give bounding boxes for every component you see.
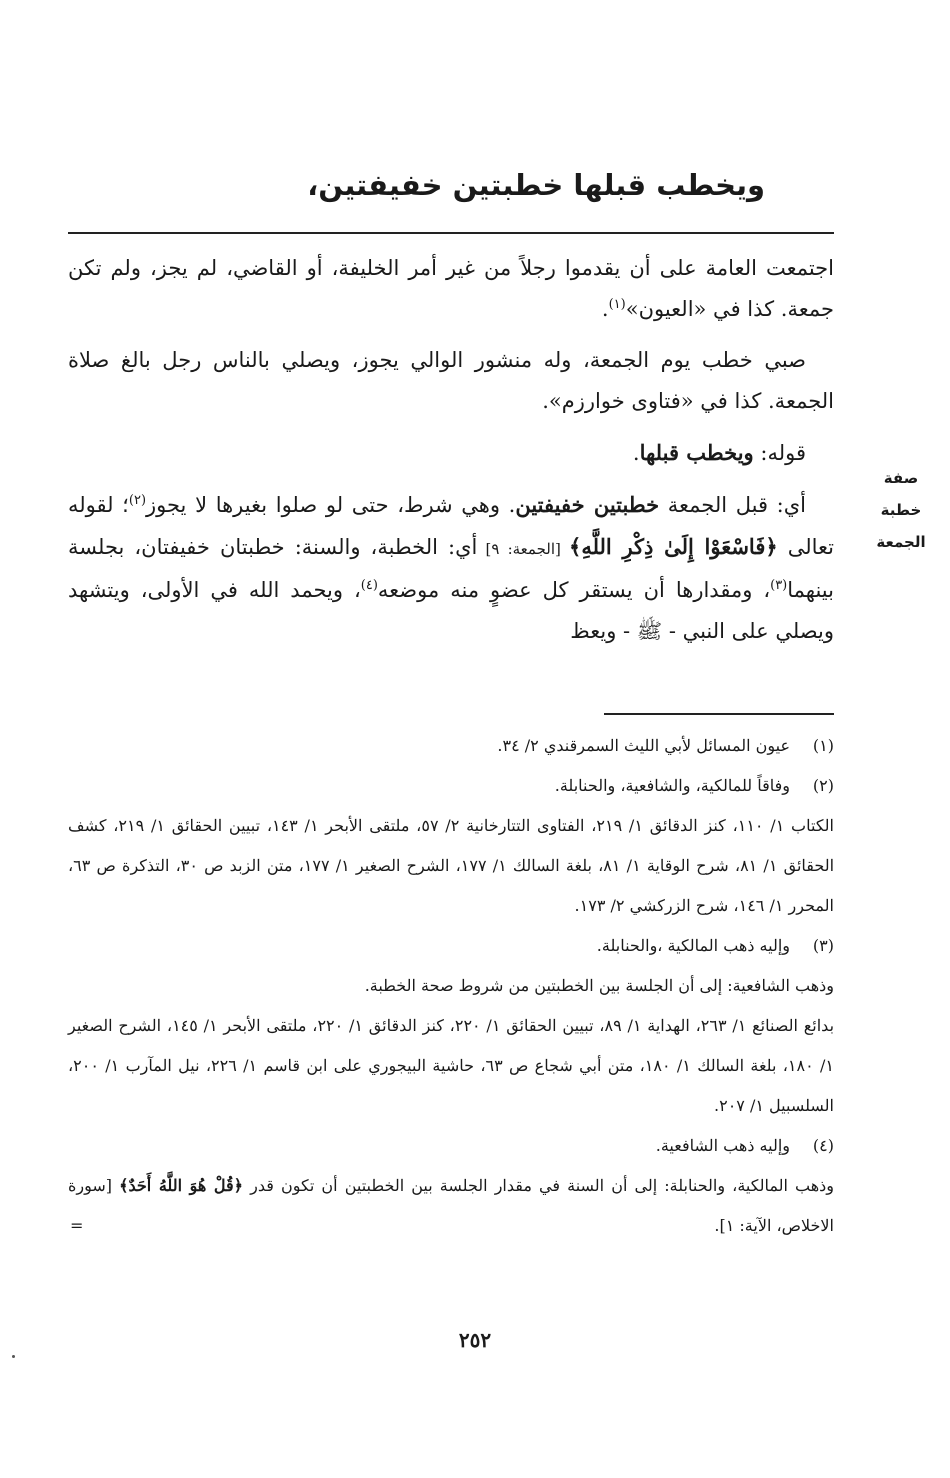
footnote-3: (٣)وإليه ذهب المالكية ،والحنابلة. (596, 936, 834, 955)
quran-verse: ﴿فَاسْعَوْا إِلَىٰ ذِكْرِ اللَّهِ﴾ (569, 534, 778, 559)
footnote-divider (604, 713, 834, 715)
footnote-ref-4[interactable]: (٤) (360, 578, 378, 593)
footnote-ref-1[interactable]: (١) (608, 297, 626, 312)
page-number: ٢٥٢ (458, 1328, 492, 1352)
paragraph-1: اجتمعت العامة على أن يقدموا رجلاً من غير أمر الخليفة، أو القاضي، لم يجز، ولم تكن جمعة. كذا في «العيون»$^{(١)}$. (68, 256, 834, 321)
section-heading: ويخطب قبلها خطبتين خفيفتين، (307, 168, 765, 202)
footnote-3-shafii: وذهب الشافعية: إلى أن الجلسة بين الخطبتين من شروط صحة الخطبة. (364, 976, 834, 995)
margin-note: صفة خطبة الجمعة (876, 469, 926, 551)
footnotes (68, 726, 834, 1246)
footnote-ref-2[interactable]: (٢) (128, 493, 147, 508)
paragraph-2: صبي خطب يوم الجمعة، وله منشور الوالي يجوز، ويصلي بالناس رجل بالغ صلاة الجمعة. كذا في «فتاوى خوارزم». (68, 348, 834, 413)
quoted-matn-2: خطبتين خفيفتين (515, 492, 660, 517)
header-divider (68, 232, 834, 234)
quoted-matn: ويخطب قبلها (639, 440, 754, 465)
quran-verse-ikhlas: ﴿قُلْ هُوَ اللَّهُ أَحَدٌ﴾ (119, 1176, 244, 1195)
footnote-ref-3[interactable]: (٣) (770, 578, 788, 593)
footnote-4: (٤)وإليه ذهب الشافعية. (655, 1136, 834, 1155)
footnote-4-other: وذهب المالكية، والحنابلة: إلى أن السنة في مقدار الجلسة بين الخطبتين أن تكون قدر ﴿قُلْ هُوَ اللَّهُ أَحَدٌ﴾ [سورة الاخلاص، الآية: ١]. (68, 1176, 835, 1235)
footnote-1: (١)عيون المسائل لأبي الليث السمرقندي ٢/ ٣٤. (497, 736, 834, 755)
footnote-2-sources: الكتاب ١/ ١١٠، كنز الدقائق ١/ ٢١٩، الفتاوى التتارخانية ٢/ ٥٧، ملتقى الأبحر ١/ ١٤٣، تبيين الحقائق ١/ ٢١٩، كشف الحقائق ١/ ٨١، شرح الوقاية ١/ ٨١، بلغة السالك ١/ ١٧٧، الشرح الصغير ١/ ١٧٧، متن الزبد ص ٣٠، التذكرة ص ٦٣، المحرر ١/ ١٤٦، شرح الزركشي ٢/ ١٧٣. (68, 816, 835, 915)
continuation-mark: = (70, 1216, 84, 1235)
footnote-3-sources: بدائع الصنائع ١/ ٢٦٣، الهداية ١/ ٨٩، تبيين الحقائق ١/ ٢٢٠، كنز الدقائق ١/ ٢٢٠، ملتقى الأبحر ١/ ١٤٥، الشرح الصغير ١/ ١٨٠، بلغة السالك ١/ ١٨٠، متن أبي شجاع ص ٦٣، حاشية البيجوري على ابن قاسم ١/ ٢٢٦، نيل المآرب ١/ ٢٠٠، السلسبيل ١/ ٢٠٧. (68, 1016, 835, 1115)
verse-reference: [الجمعة: ٩] (477, 540, 570, 558)
footnote-2: (٢)وفاقاً للمالكية، والشافعية، والحنابلة. (554, 776, 834, 795)
main-text (68, 248, 834, 662)
paragraph-3: قوله: ويخطب قبلها. (632, 440, 806, 465)
scan-speck (12, 1355, 15, 1358)
paragraph-4: أي: قبل الجمعة خطبتين خفيفتين. وهي شرط، حتى لو صلوا بغيرها لا يجوز$^{(٢)}$؛ لقوله تعالى ﴿فَاسْعَوْا إِلَىٰ ذِكْرِ اللَّهِ﴾ [الجمعة: ٩] أي: الخطبة، والسنة: خطبتان خفيفتان، بجلسة بينهما$^{(٣)}$، ومقدارها أن يستقر كل عضوٍ منه موضعه$^{(٤)}$، ويحمد الله في الأولى، ويتشهد ويصلي على النبي - ﷺ - ويعظ (68, 492, 835, 643)
